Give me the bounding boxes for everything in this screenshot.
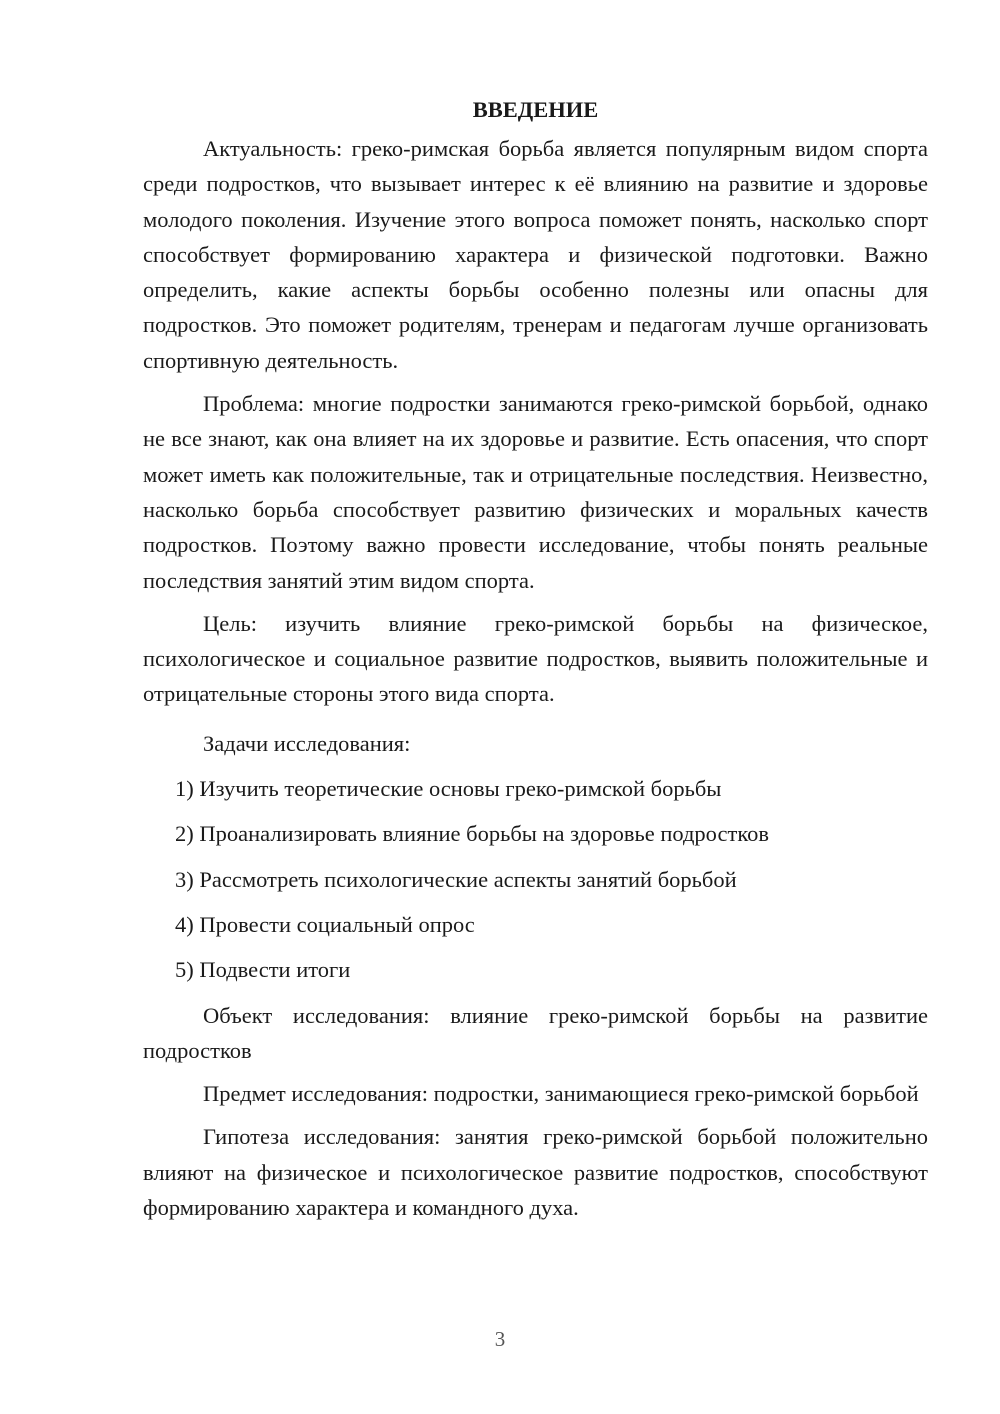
paragraph-object: Объект исследования: влияние греко-римской борьбы на развитие подростков — [143, 1002, 928, 1063]
page-content — [143, 92, 928, 1225]
list-item: 4) Провести социальный опрос — [175, 911, 475, 937]
list-item: 1) Изучить теоретические основы греко-римской борьбы — [175, 776, 722, 802]
list-item: 3) Рассмотреть психологические аспекты занятий борьбой — [175, 866, 737, 892]
tasks-heading: Задачи исследования: — [203, 730, 411, 756]
paragraph-problem: Проблема: многие подростки занимаются греко-римской борьбой, однако не все знают, как она влияет на их здоровье и развитие. Есть опасения, что спорт может иметь как положительные, так и отрицательные последствия. Неизвестно, насколько борьба способствует развитию физических и моральных качеств подростков. Поэтому важно провести исследование, чтобы понять реальные последствия занятий этим видом спорта. — [143, 391, 928, 593]
paragraph-goal: Цель: изучить влияние греко-римской борьбы на физическое, психологическое и социальное развитие подростков, выявить положительные и отрицательные стороны этого вида спорта. — [143, 610, 928, 707]
paragraph-actuality: Актуальность: греко-римская борьба является популярным видом спорта среди подростков, что вызывает интерес к её влиянию на развитие и здоровье молодого поколения. Изучение этого вопроса поможет понять, насколько спорт способствует формированию характера и физической подготовки. Важно определить, какие аспекты борьбы особенно полезны или опасны для подростков. Это поможет родителям, тренерам и педагогам лучше организовать спортивную деятельность. — [143, 136, 928, 373]
tasks-list — [143, 771, 928, 987]
page-number: 3 — [494, 1327, 506, 1351]
list-item: 5) Подвести итоги — [175, 957, 351, 983]
paragraph-subject: Предмет исследования: подростки, занимающиеся греко-римской борьбой — [203, 1081, 919, 1107]
page-title: ВВЕДЕНИЕ — [472, 97, 599, 122]
paragraph-hypothesis: Гипотеза исследования: занятия греко-римской борьбой положительно влияют на физическое и психологическое развитие подростков, способствуют формированию характера и командного духа. — [143, 1124, 928, 1221]
list-item: 2) Проанализировать влияние борьбы на здоровье подростков — [175, 821, 769, 847]
